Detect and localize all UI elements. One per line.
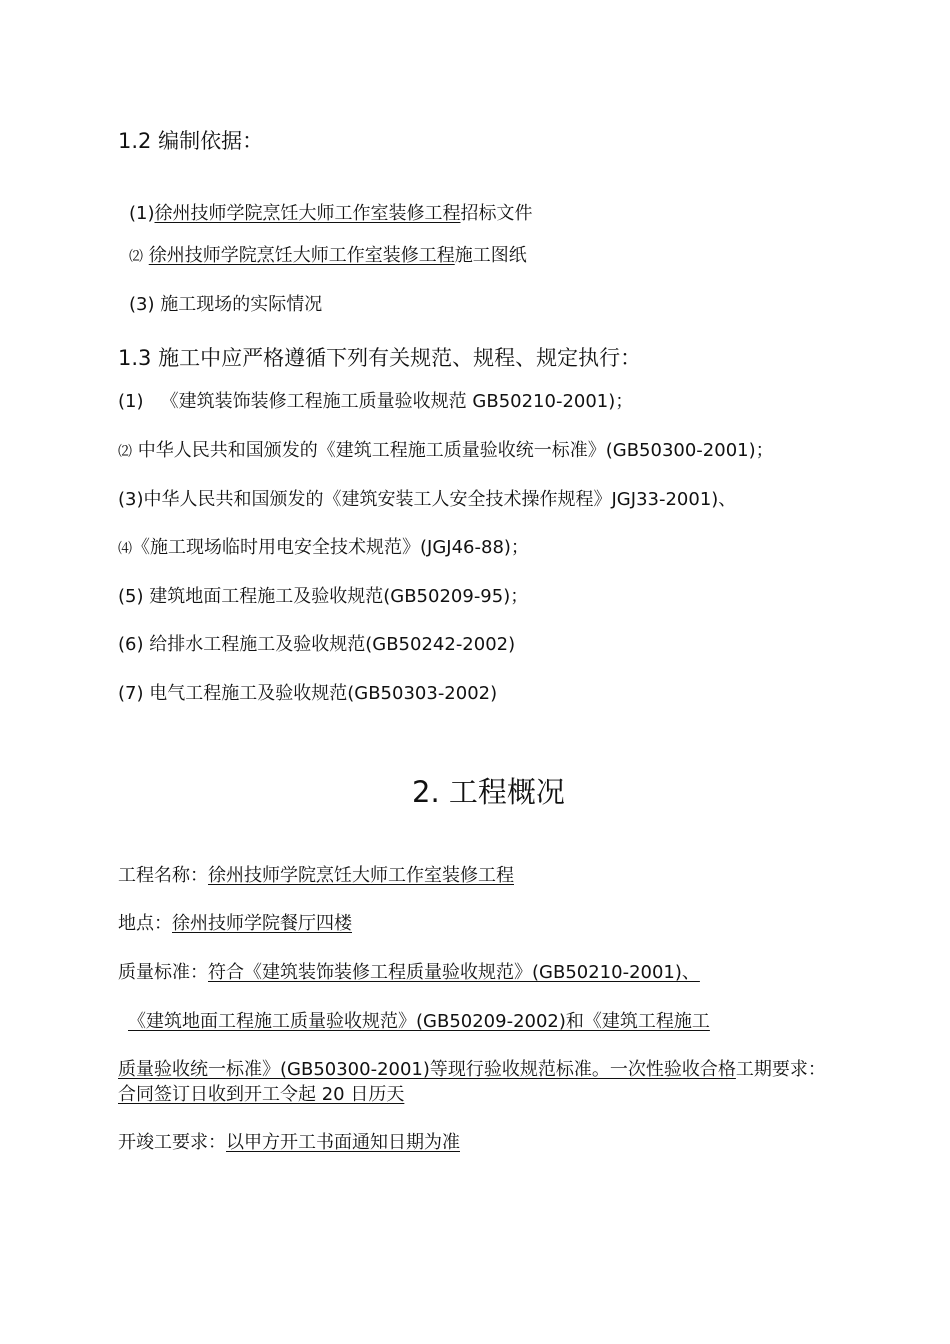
field-value: 以甲方开工书面通知日期为准 [226, 1132, 460, 1153]
item-number: ⑵ [129, 249, 143, 265]
list-item [118, 489, 736, 511]
section-1-2-heading: 1.2 编制依据： [118, 129, 264, 153]
start-end-row [118, 1132, 460, 1154]
quality-row [118, 962, 700, 984]
list-item [118, 537, 529, 559]
item-text: 电气工程施工及验收规范(GB50303-2002) [149, 683, 498, 704]
item-number: (1) [118, 391, 144, 412]
item-text: 《建筑装饰装修工程施工质量验收规范 GB50210-2001)； [160, 391, 634, 412]
item-number: (7) [118, 683, 144, 704]
location-row [118, 913, 352, 935]
project-name-underlined: 徐州技师学院烹饪大师工作室装修工程 [154, 203, 461, 224]
list-item [118, 391, 633, 413]
list-item [118, 683, 497, 705]
field-value: 符合《建筑装饰装修工程质量验收规范》(GB50210-2001)、 [208, 962, 700, 983]
field-label: 开竣工要求： [118, 1132, 226, 1153]
list-item [129, 294, 322, 316]
list-item [118, 634, 515, 656]
field-label: 质量标准： [118, 962, 208, 983]
quality-continuation: 《建筑地面工程施工质量验收规范》(GB50209-2002)和《建筑工程施工 [128, 1011, 710, 1032]
list-item [118, 440, 774, 462]
field-label: 地点： [118, 913, 172, 934]
item-number: ⑵ [118, 444, 132, 460]
item-text: 《施工现场临时用电安全技术规范》(JGJ46-88)； [132, 537, 529, 558]
item-number: (5) [118, 586, 144, 607]
item-text: 建筑地面工程施工及验收规范(GB50209-95)； [149, 586, 529, 607]
item-number: ⑷ [118, 541, 132, 557]
field-value: 徐州技师学院餐厅四楼 [172, 913, 352, 934]
section-2-title: 2. 工程概况 [412, 775, 565, 809]
field-label: 工期要求： [735, 1059, 826, 1080]
field-label: 工程名称： [118, 865, 208, 886]
list-item [129, 203, 533, 225]
project-name-underlined: 徐州技师学院烹饪大师工作室装修工程 [148, 245, 455, 266]
item-number: (3) [118, 489, 144, 510]
quality-value-end: 质量验收统一标准》(GB50300-2001)等现行验收规范标准。一次性验收合格 [118, 1059, 736, 1080]
item-text: 中华人民共和国颁发的《建筑安装工人安全技术操作规程》JGJ33-2001)、 [143, 489, 737, 510]
list-item [129, 245, 527, 267]
schedule-value: 合同签订日收到开工令起 20 日历天 [118, 1084, 405, 1105]
quality-schedule-row [118, 1059, 826, 1081]
item-text: 施工图纸 [454, 245, 527, 266]
project-name-row [118, 865, 514, 887]
list-item [118, 586, 528, 608]
section-1-3-heading: 1.3 施工中应严格遵循下列有关规范、规程、规定执行： [118, 346, 642, 370]
item-text: 中华人民共和国颁发的《建筑工程施工质量验收统一标准》(GB50300-2001)； [137, 440, 774, 461]
item-number: (1) [129, 203, 155, 224]
field-value: 徐州技师学院烹饪大师工作室装修工程 [208, 865, 514, 886]
item-text: 施工现场的实际情况 [160, 294, 323, 315]
item-number: (3) [129, 294, 155, 315]
item-text: 招标文件 [460, 203, 533, 224]
item-number: (6) [118, 634, 144, 655]
item-text: 给排水工程施工及验收规范(GB50242-2002) [149, 634, 516, 655]
